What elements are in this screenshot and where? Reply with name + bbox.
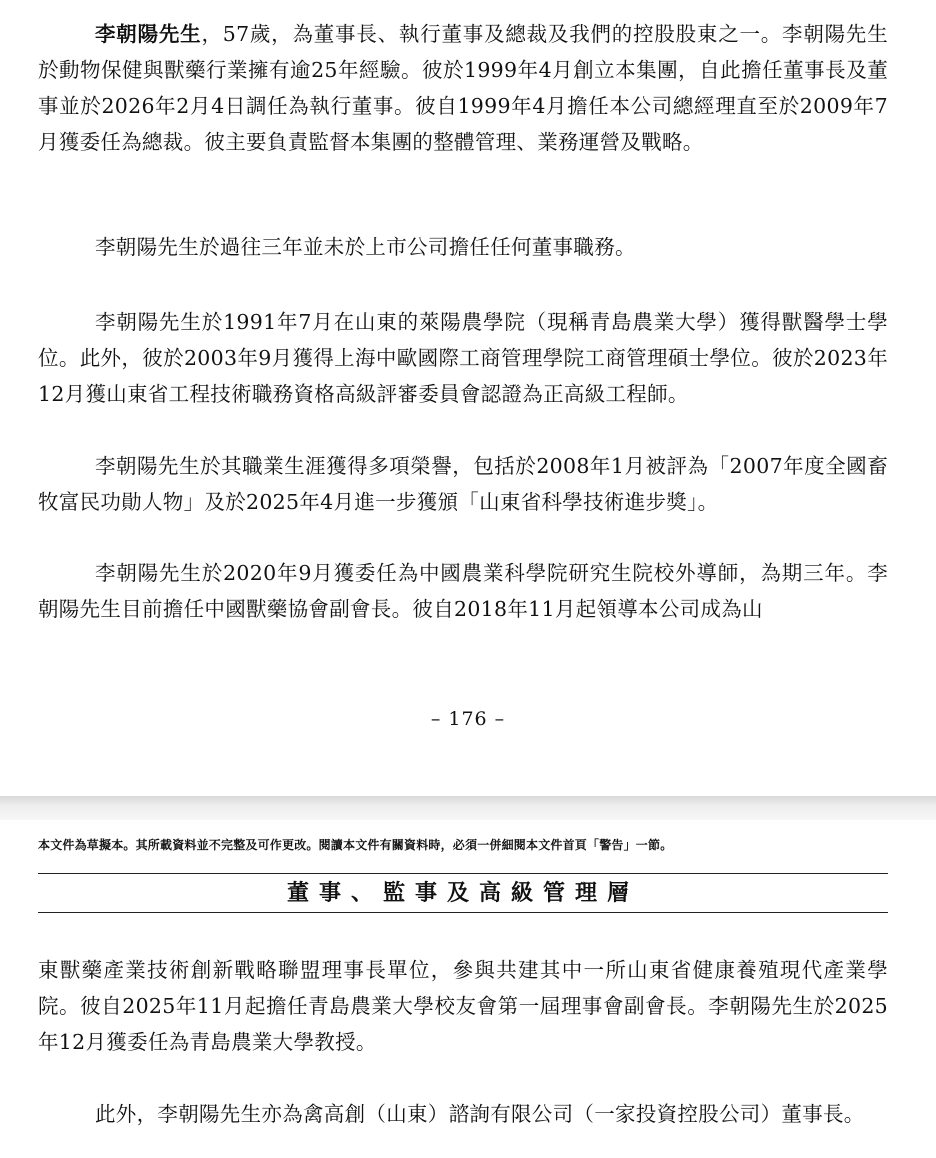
header-bottom-rule <box>38 912 888 913</box>
paragraph-bio-intro-text: ，57歲，為董事長、執行董事及總裁及我們的控股股東之一。李朝陽先生於動物保健與獸藥行業擁有逾25年經驗。彼於1999年4月創立本集團，自此擔任董事長及董事並於2026年2月4日調任為執行董事。彼自1999年4月擔任本公司總經理直至於2009年7月獲委任為總裁。彼主要負責監督本集團的整體管理、業務運營及戰略。 <box>38 22 889 154</box>
paragraph-other-roles: 此外，李朝陽先生亦為禽高創（山東）諮詢有限公司（一家投資控股公司）董事長。 <box>95 1102 865 1126</box>
paragraph-directorships: 李朝陽先生於過往三年並未於上市公司擔任任何董事職務。 <box>95 235 636 259</box>
page-separator <box>0 796 936 820</box>
person-name-bold: 李朝陽先生 <box>95 22 202 46</box>
paragraph-honors: 李朝陽先生於其職業生涯獲得多項榮譽，包括於2008年1月被評為「2007年度全國畜牧富民功勛人物」及於2025年4月進一步獲頒「山東省科學技術進步獎」。 <box>38 454 888 514</box>
paragraph-education: 李朝陽先生於1991年7月在山東的萊陽農學院（現稱青島農業大學）獲得獸醫學士學位。此外，彼於2003年9月獲得上海中歐國際工商管理學院工商管理碩士學位。彼於2023年12月獲山東省工程技術職務資格高級評審委員會認證為正高級工程師。 <box>38 310 888 406</box>
paragraph-bio-intro <box>38 16 888 160</box>
paragraph-appointments: 李朝陽先生於2020年9月獲委任為中國農業科學院研究生院校外導師，為期三年。李朝陽先生目前擔任中國獸藥協會副會長。彼自2018年11月起領導本公司成為山 <box>38 561 888 621</box>
page-number: – 176 – <box>430 708 506 730</box>
header-top-rule <box>38 873 888 874</box>
paragraph-continued: 東獸藥產業技術創新戰略聯盟理事長單位，參與共建其中一所山東省健康養殖現代產業學院。彼自2025年11月起擔任青島農業大學校友會第一屆理事會副會長。李朝陽先生於2025年12月獲委任為青島農業大學教授。 <box>38 958 888 1054</box>
draft-notice: 本文件為草擬本。其所載資料並不完整及可作更改。閱讀本文件有關資料時，必須一併細閱本文件首頁「警告」一節。 <box>38 838 673 852</box>
section-title: 董事、監事及高級管理層 <box>286 881 639 906</box>
